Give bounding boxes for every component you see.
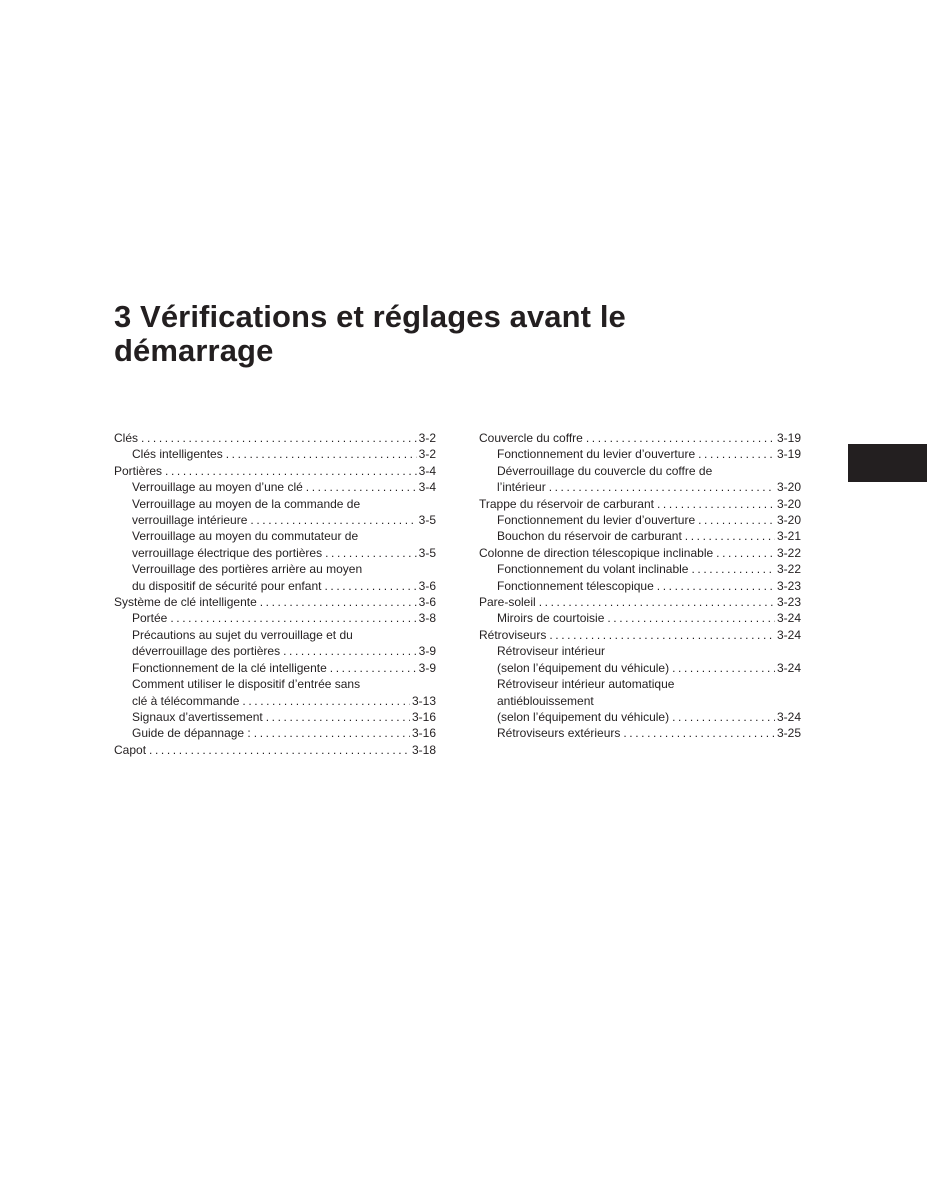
toc-entry-line xyxy=(132,545,436,561)
toc-entry[interactable] xyxy=(479,643,801,676)
toc-entry-title: Portières xyxy=(114,463,163,478)
toc-entry-title: Clés xyxy=(114,431,139,445)
toc-entry-line xyxy=(132,660,436,676)
toc-dot-leader xyxy=(672,660,775,676)
toc-dot-leader xyxy=(716,545,775,561)
toc-entry[interactable] xyxy=(479,561,801,577)
toc-page-number: 3-2 xyxy=(418,431,436,445)
toc-entry-title-line: Déverrouillage du couvercle du coffre de xyxy=(497,463,713,478)
toc-entry-line xyxy=(114,430,436,446)
toc-entry-line xyxy=(132,446,436,462)
toc-entry[interactable] xyxy=(114,528,436,561)
toc-entry-title: Couvercle du coffre xyxy=(479,431,583,445)
toc-entry-title: Portée xyxy=(132,611,168,626)
toc-entry-line xyxy=(479,496,801,512)
toc-entry[interactable] xyxy=(114,594,436,610)
toc-entry-line xyxy=(479,430,801,446)
toc-dot-leader xyxy=(226,446,417,462)
toc-page-number: 3-5 xyxy=(418,513,436,528)
toc-entry-line xyxy=(132,512,436,528)
toc-page-number: 3-4 xyxy=(418,463,436,478)
toc-page-number: 3-2 xyxy=(418,447,436,462)
toc-dot-leader xyxy=(306,479,417,495)
toc-page-number: 3-24 xyxy=(776,627,801,642)
toc-entry-title: Colonne de direction télescopique inclinable xyxy=(479,545,714,560)
toc-entry[interactable] xyxy=(114,446,436,462)
toc-page-number: 3-13 xyxy=(411,693,436,708)
toc-page-number: 3-20 xyxy=(776,513,801,528)
toc-entry-title: Fonctionnement de la clé intelligente xyxy=(132,660,327,675)
toc-entry[interactable] xyxy=(114,660,436,676)
toc-entry-line xyxy=(497,561,801,577)
toc-entry[interactable] xyxy=(479,446,801,462)
toc-page-number: 3-23 xyxy=(776,595,801,610)
toc-entry[interactable] xyxy=(114,561,436,594)
toc-entry[interactable] xyxy=(479,676,801,725)
toc-entry-title-line: antiéblouissement xyxy=(497,693,594,708)
toc-entry-title-line: Rétroviseur intérieur xyxy=(497,644,606,659)
toc-dot-leader xyxy=(325,545,417,561)
toc-entry-title: Système de clé intelligente xyxy=(114,595,257,610)
toc-dot-leader xyxy=(324,578,416,594)
toc-entry-line xyxy=(132,693,436,709)
toc-dot-leader xyxy=(657,496,775,512)
toc-page-number: 3-20 xyxy=(776,496,801,511)
toc-page-number: 3-18 xyxy=(411,742,436,757)
toc-entry-line xyxy=(114,742,436,758)
toc-dot-leader xyxy=(698,446,775,462)
toc-entry-title: Fonctionnement télescopique xyxy=(497,578,654,593)
toc-entry-title: Signaux d’avertissement xyxy=(132,709,263,724)
toc-page-number: 3-6 xyxy=(418,595,436,610)
toc-page-number: 3-19 xyxy=(776,447,801,462)
toc-entry-line xyxy=(132,725,436,741)
toc-dot-leader xyxy=(283,643,417,659)
toc-entry-line xyxy=(497,709,801,725)
toc-page-number: 3-9 xyxy=(418,660,436,675)
toc-dot-leader xyxy=(539,594,775,610)
toc-entry-line xyxy=(114,594,436,610)
chapter-tab-marker xyxy=(848,444,927,482)
toc-page-number: 3-8 xyxy=(418,611,436,626)
toc-page-number: 3-24 xyxy=(776,611,801,626)
toc-entry[interactable] xyxy=(479,610,801,626)
toc-entry-title: déverrouillage des portières xyxy=(132,644,281,659)
toc-entry-line xyxy=(497,528,801,544)
toc-page-number: 3-16 xyxy=(411,726,436,741)
toc-entry-title-line: Verrouillage au moyen de la commande de xyxy=(132,496,361,511)
toc-entry-line xyxy=(497,610,801,626)
toc-entry-title-line: Comment utiliser le dispositif d’entrée sans xyxy=(132,677,361,692)
toc-entry-title: Fonctionnement du levier d’ouverture xyxy=(497,513,696,528)
chapter-title: 3 Vérifications et réglages avant le démarrage xyxy=(114,299,626,368)
toc-entry[interactable] xyxy=(479,496,801,512)
toc-dot-leader xyxy=(250,512,416,528)
toc-entry-title: Miroirs de courtoisie xyxy=(497,611,605,626)
toc-dot-leader xyxy=(672,709,775,725)
toc-dot-leader xyxy=(330,660,417,676)
toc-entry-title: Verrouillage au moyen d’une clé xyxy=(132,480,303,495)
toc-dot-leader xyxy=(685,528,775,544)
toc-entry[interactable] xyxy=(479,463,801,496)
toc-column-right xyxy=(479,430,801,742)
toc-page-number: 3-19 xyxy=(776,431,801,445)
toc-page-number: 3-23 xyxy=(776,578,801,593)
toc-entry-line xyxy=(132,578,436,594)
toc-page-number: 3-5 xyxy=(418,545,436,560)
toc-entry-title: Pare-soleil xyxy=(479,595,536,610)
toc-entry-title-line: Verrouillage des portières arrière au moyen xyxy=(132,562,363,577)
toc-entry[interactable] xyxy=(114,610,436,626)
toc-dot-leader xyxy=(607,610,775,626)
toc-page-number: 3-22 xyxy=(776,562,801,577)
toc-entry-title-line: Rétroviseur intérieur automatique xyxy=(497,677,675,692)
toc-entry-title: Rétroviseurs extérieurs xyxy=(497,726,621,741)
toc-entry[interactable] xyxy=(114,725,436,741)
toc-dot-leader xyxy=(266,709,410,725)
toc-entry-line xyxy=(497,578,801,594)
toc-entry-line xyxy=(114,463,436,479)
toc-entry-line xyxy=(497,479,801,495)
toc-entry-title: (selon l’équipement du véhicule) xyxy=(497,660,670,675)
toc-entry-line xyxy=(132,479,436,495)
toc-entry[interactable] xyxy=(479,578,801,594)
toc-entry-line xyxy=(497,446,801,462)
toc-entry-title: verrouillage intérieure xyxy=(132,513,248,528)
toc-dot-leader xyxy=(698,512,775,528)
toc-page-number: 3-25 xyxy=(776,726,801,741)
toc-entry-title: verrouillage électrique des portières xyxy=(132,545,323,560)
toc-entry[interactable] xyxy=(114,627,436,660)
toc-page-number: 3-20 xyxy=(776,480,801,495)
toc-page-number: 3-9 xyxy=(418,644,436,659)
toc-dot-leader xyxy=(691,561,775,577)
toc-entry-title: Trappe du réservoir de carburant xyxy=(479,496,654,511)
toc-entry[interactable] xyxy=(114,496,436,529)
toc-dot-leader xyxy=(260,594,417,610)
toc-entry[interactable] xyxy=(479,512,801,528)
toc-dot-leader xyxy=(623,725,775,741)
toc-entry[interactable] xyxy=(479,725,801,741)
toc-entry-title: Bouchon du réservoir de carburant xyxy=(497,529,682,544)
toc-entry-title: l’intérieur xyxy=(497,480,546,495)
toc-entry-title: Fonctionnement du volant inclinable xyxy=(497,562,689,577)
toc-entry[interactable] xyxy=(114,479,436,495)
toc-entry[interactable] xyxy=(114,676,436,709)
toc-entry-title: clé à télécommande xyxy=(132,693,240,708)
toc-dot-leader xyxy=(165,463,417,479)
toc-page-number: 3-16 xyxy=(411,709,436,724)
toc-entry-title: Clés intelligentes xyxy=(132,447,223,462)
toc-entry[interactable] xyxy=(114,742,436,758)
toc-page-number: 3-24 xyxy=(776,660,801,675)
toc-entry[interactable] xyxy=(479,627,801,643)
toc-entry[interactable] xyxy=(114,430,436,446)
toc-entry[interactable] xyxy=(479,594,801,610)
toc-entry-line xyxy=(479,594,801,610)
toc-entry-line xyxy=(497,725,801,741)
toc-page-number: 3-6 xyxy=(418,578,436,593)
toc-dot-leader xyxy=(141,430,417,446)
toc-entry-line xyxy=(132,643,436,659)
toc-entry-line xyxy=(497,660,801,676)
toc-entry-line xyxy=(479,627,801,643)
toc-entry-title: Rétroviseurs xyxy=(479,627,547,642)
toc-dot-leader xyxy=(549,479,775,495)
toc-entry-title: du dispositif de sécurité pour enfant xyxy=(132,578,322,593)
toc-page-number: 3-21 xyxy=(776,529,801,544)
toc-entry[interactable] xyxy=(479,528,801,544)
toc-entry-title: (selon l’équipement du véhicule) xyxy=(497,709,670,724)
toc-entry[interactable] xyxy=(114,709,436,725)
toc-dot-leader xyxy=(149,742,410,758)
toc-entry-line xyxy=(479,545,801,561)
toc-entry[interactable] xyxy=(479,430,801,446)
toc-page-number: 3-22 xyxy=(776,545,801,560)
toc-page-number: 3-24 xyxy=(776,709,801,724)
toc-entry[interactable] xyxy=(479,545,801,561)
toc-dot-leader xyxy=(549,627,775,643)
toc-page-number: 3-4 xyxy=(418,480,436,495)
toc-dot-leader xyxy=(657,578,775,594)
toc-entry-title-line: Précautions au sujet du verrouillage et du xyxy=(132,627,353,642)
toc-entry-title-line: Verrouillage au moyen du commutateur de xyxy=(132,529,359,544)
toc-entry-title: Guide de dépannage : xyxy=(132,726,251,741)
toc-entry-line xyxy=(497,512,801,528)
toc-entry-title: Fonctionnement du levier d’ouverture xyxy=(497,447,696,462)
toc-dot-leader xyxy=(586,430,775,446)
toc-dot-leader xyxy=(170,610,416,626)
toc-dot-leader xyxy=(254,725,410,741)
toc-column-left xyxy=(114,430,436,758)
toc-entry-title: Capot xyxy=(114,742,147,757)
toc-entry-line xyxy=(132,610,436,626)
toc-dot-leader xyxy=(242,693,410,709)
toc-entry[interactable] xyxy=(114,463,436,479)
toc-entry-line xyxy=(132,709,436,725)
